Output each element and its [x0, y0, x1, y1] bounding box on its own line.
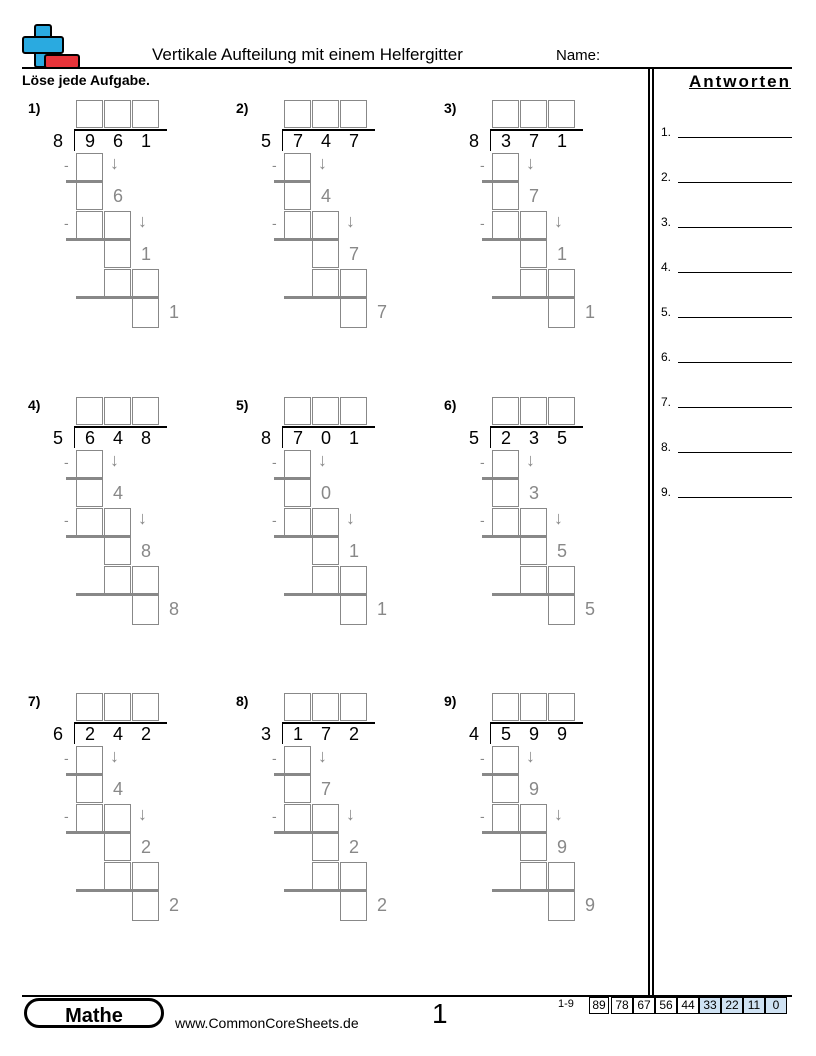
arrow-down-icon: ↓	[110, 450, 119, 470]
work-box[interactable]	[104, 508, 131, 536]
dividend-digit: 5	[500, 724, 511, 744]
problem	[236, 693, 436, 953]
work-box[interactable]	[548, 269, 575, 297]
work-box[interactable]	[132, 595, 159, 625]
work-box[interactable]	[76, 182, 103, 210]
work-box[interactable]	[284, 211, 311, 239]
instructions: Löse jede Aufgabe.	[22, 72, 150, 88]
arrow-down-icon: ↓	[318, 746, 327, 766]
work-box[interactable]	[132, 862, 159, 890]
work-box[interactable]	[520, 804, 547, 832]
page-number: 1	[432, 998, 448, 1029]
problem	[236, 397, 436, 657]
work-box[interactable]	[284, 153, 311, 181]
work-box[interactable]	[340, 891, 367, 921]
subject-badge: Mathe	[24, 998, 164, 1028]
quotient-box[interactable]	[340, 100, 367, 128]
problem-number: 7)	[28, 693, 41, 709]
quotient-box[interactable]	[520, 100, 547, 128]
score-cell: 44	[677, 997, 699, 1014]
dividend-digit: 1	[348, 428, 359, 448]
work-box[interactable]	[520, 269, 547, 297]
work-box[interactable]	[104, 833, 131, 861]
work-box[interactable]	[284, 508, 311, 536]
work-box[interactable]	[104, 240, 131, 268]
remainder-digit: 5	[584, 599, 595, 619]
minus-sign: -	[272, 157, 277, 173]
work-box[interactable]	[284, 804, 311, 832]
work-box[interactable]	[284, 775, 311, 803]
work-box[interactable]	[104, 537, 131, 565]
answer-number: 4.	[661, 260, 672, 274]
work-box[interactable]	[284, 182, 311, 210]
score-cell: 89	[589, 997, 609, 1014]
work-box[interactable]	[312, 566, 339, 594]
minus-sign: -	[64, 512, 69, 528]
minus-sign: -	[272, 808, 277, 824]
dividend-digit: 2	[348, 724, 359, 744]
score-cell: 22	[721, 997, 743, 1014]
arrow-down-icon: ↓	[138, 804, 147, 824]
work-box[interactable]	[76, 508, 103, 536]
score-cell: 56	[655, 997, 677, 1014]
remainder-digit: 1	[584, 302, 595, 322]
bring-down-digit: 3	[528, 483, 539, 503]
remainder-digit: 7	[376, 302, 387, 322]
work-box[interactable]	[548, 891, 575, 921]
dividend-digit: 7	[320, 724, 331, 744]
minus-sign: -	[480, 215, 485, 231]
score-cell: 0	[765, 997, 787, 1014]
work-box[interactable]	[104, 804, 131, 832]
divisor: 5	[261, 131, 272, 151]
minus-sign: -	[272, 215, 277, 231]
work-box[interactable]	[520, 508, 547, 536]
work-box[interactable]	[76, 804, 103, 832]
work-box[interactable]	[492, 479, 519, 507]
dividend-digit: 9	[556, 724, 567, 744]
score-cell: 33	[699, 997, 721, 1014]
minus-sign: -	[480, 750, 485, 766]
minus-sign: -	[480, 454, 485, 470]
work-box[interactable]	[340, 269, 367, 297]
work-box[interactable]	[520, 240, 547, 268]
problem-number: 2)	[236, 100, 249, 116]
minus-sign: -	[480, 157, 485, 173]
answer-line[interactable]	[678, 317, 792, 318]
work-box[interactable]	[520, 566, 547, 594]
work-box[interactable]	[340, 862, 367, 890]
work-box[interactable]	[312, 804, 339, 832]
quotient-box[interactable]	[340, 693, 367, 721]
quotient-box[interactable]	[104, 397, 131, 425]
work-box[interactable]	[492, 775, 519, 803]
work-box[interactable]	[76, 479, 103, 507]
work-box[interactable]	[548, 566, 575, 594]
dividend-digit: 0	[320, 428, 331, 448]
bring-down-digit: 1	[556, 244, 567, 264]
work-box[interactable]	[132, 269, 159, 297]
quotient-box[interactable]	[284, 693, 311, 721]
problem	[28, 100, 228, 360]
score-cell: 67	[633, 997, 655, 1014]
dividend-digit: 7	[292, 131, 303, 151]
dividend-digit: 9	[528, 724, 539, 744]
answer-number: 8.	[661, 440, 672, 454]
work-box[interactable]	[76, 211, 103, 239]
work-box[interactable]	[492, 746, 519, 774]
quotient-box[interactable]	[492, 397, 519, 425]
work-box[interactable]	[312, 211, 339, 239]
answer-line[interactable]	[678, 407, 792, 408]
answer-number: 9.	[661, 485, 672, 499]
minus-sign: -	[64, 454, 69, 470]
answer-line[interactable]	[678, 227, 792, 228]
work-box[interactable]	[548, 298, 575, 328]
arrow-down-icon: ↓	[110, 746, 119, 766]
bring-down-digit: 1	[348, 541, 359, 561]
answer-number: 5.	[661, 305, 672, 319]
problem	[444, 100, 644, 360]
dividend-digit: 5	[556, 428, 567, 448]
dividend-digit: 7	[528, 131, 539, 151]
problem	[236, 100, 436, 360]
work-box[interactable]	[284, 479, 311, 507]
division-bracket	[74, 722, 75, 744]
work-box[interactable]	[520, 537, 547, 565]
quotient-box[interactable]	[284, 100, 311, 128]
work-box[interactable]	[312, 862, 339, 890]
arrow-down-icon: ↓	[554, 211, 563, 231]
quotient-box[interactable]	[104, 100, 131, 128]
answer-line[interactable]	[678, 497, 792, 498]
arrow-down-icon: ↓	[346, 804, 355, 824]
work-box[interactable]	[520, 833, 547, 861]
divisor: 5	[469, 428, 480, 448]
arrow-down-icon: ↓	[526, 746, 535, 766]
work-box[interactable]	[312, 240, 339, 268]
dividend-digit: 2	[84, 724, 95, 744]
minus-sign: -	[64, 808, 69, 824]
dividend-digit: 8	[140, 428, 151, 448]
quotient-box[interactable]	[548, 693, 575, 721]
dividend-digit: 1	[556, 131, 567, 151]
bring-down-digit: 9	[556, 837, 567, 857]
work-box[interactable]	[492, 182, 519, 210]
dividend-digit: 2	[140, 724, 151, 744]
work-box[interactable]	[340, 566, 367, 594]
bring-down-digit: 1	[140, 244, 151, 264]
problem-number: 9)	[444, 693, 457, 709]
remainder-digit: 2	[168, 895, 179, 915]
quotient-box[interactable]	[104, 693, 131, 721]
work-box[interactable]	[312, 269, 339, 297]
quotient-box[interactable]	[132, 100, 159, 128]
answer-number: 3.	[661, 215, 672, 229]
problem	[28, 397, 228, 657]
work-box[interactable]	[340, 298, 367, 328]
dividend-digit: 3	[528, 428, 539, 448]
minus-sign: -	[480, 512, 485, 528]
work-box[interactable]	[76, 775, 103, 803]
remainder-digit: 1	[168, 302, 179, 322]
quotient-box[interactable]	[548, 397, 575, 425]
work-box[interactable]	[104, 862, 131, 890]
quotient-box[interactable]	[132, 397, 159, 425]
answer-number: 6.	[661, 350, 672, 364]
answer-line[interactable]	[678, 452, 792, 453]
score-range: 1-9	[558, 998, 574, 1010]
division-bracket	[490, 426, 491, 448]
problem-number: 4)	[28, 397, 41, 413]
quotient-box[interactable]	[76, 100, 103, 128]
dividend-digit: 2	[500, 428, 511, 448]
bring-down-digit: 7	[348, 244, 359, 264]
problem-number: 6)	[444, 397, 457, 413]
division-bracket	[282, 129, 283, 151]
answer-number: 7.	[661, 395, 672, 409]
arrow-down-icon: ↓	[526, 450, 535, 470]
minus-sign: -	[272, 750, 277, 766]
dividend-digit: 4	[112, 428, 123, 448]
problem-number: 5)	[236, 397, 249, 413]
quotient-box[interactable]	[312, 100, 339, 128]
quotient-box[interactable]	[520, 397, 547, 425]
work-box[interactable]	[492, 450, 519, 478]
bring-down-digit: 9	[528, 779, 539, 799]
work-box[interactable]	[104, 566, 131, 594]
bring-down-digit: 2	[140, 837, 151, 857]
work-box[interactable]	[76, 450, 103, 478]
quotient-box[interactable]	[284, 397, 311, 425]
remainder-digit: 8	[168, 599, 179, 619]
work-box[interactable]	[132, 566, 159, 594]
minus-sign: -	[64, 750, 69, 766]
divisor: 8	[469, 131, 480, 151]
arrow-down-icon: ↓	[318, 450, 327, 470]
arrow-down-icon: ↓	[346, 211, 355, 231]
answer-line[interactable]	[678, 272, 792, 273]
minus-sign: -	[64, 215, 69, 231]
dividend-digit: 9	[84, 131, 95, 151]
arrow-down-icon: ↓	[346, 508, 355, 528]
work-box[interactable]	[340, 595, 367, 625]
logo-plus-icon	[22, 36, 64, 54]
website-link[interactable]: www.CommonCoreSheets.de	[175, 1015, 359, 1031]
division-bracket	[74, 426, 75, 448]
quotient-box[interactable]	[492, 100, 519, 128]
remainder-digit: 1	[376, 599, 387, 619]
problem-number: 3)	[444, 100, 457, 116]
work-box[interactable]	[492, 211, 519, 239]
arrow-down-icon: ↓	[526, 153, 535, 173]
work-box[interactable]	[284, 746, 311, 774]
bring-down-digit: 2	[348, 837, 359, 857]
arrow-down-icon: ↓	[138, 508, 147, 528]
header-divider	[22, 67, 792, 69]
work-box[interactable]	[520, 862, 547, 890]
work-box[interactable]	[312, 537, 339, 565]
problem	[444, 693, 644, 953]
quotient-box[interactable]	[132, 693, 159, 721]
work-box[interactable]	[132, 298, 159, 328]
problem	[444, 397, 644, 657]
minus-sign: -	[64, 157, 69, 173]
answer-line[interactable]	[678, 137, 792, 138]
answer-number: 2.	[661, 170, 672, 184]
score-cell: 11	[743, 997, 765, 1014]
answer-number: 1.	[661, 125, 672, 139]
dividend-digit: 6	[112, 131, 123, 151]
bring-down-digit: 4	[320, 186, 331, 206]
divisor: 6	[53, 724, 64, 744]
work-box[interactable]	[132, 891, 159, 921]
problem	[28, 693, 228, 953]
quotient-box[interactable]	[520, 693, 547, 721]
problem-number: 8)	[236, 693, 249, 709]
division-bracket	[282, 426, 283, 448]
quotient-box[interactable]	[76, 397, 103, 425]
worksheet-title: Vertikale Aufteilung mit einem Helfergitter	[152, 45, 463, 64]
work-box[interactable]	[312, 508, 339, 536]
bring-down-digit: 4	[112, 483, 123, 503]
division-bracket	[74, 129, 75, 151]
quotient-box[interactable]	[312, 693, 339, 721]
work-box[interactable]	[492, 804, 519, 832]
problem-number: 1)	[28, 100, 41, 116]
work-box[interactable]	[76, 153, 103, 181]
dividend-digit: 7	[348, 131, 359, 151]
answer-column-divider-2	[652, 67, 654, 997]
bring-down-digit: 7	[528, 186, 539, 206]
bring-down-digit: 5	[556, 541, 567, 561]
dividend-digit: 7	[292, 428, 303, 448]
remainder-digit: 9	[584, 895, 595, 915]
arrow-down-icon: ↓	[554, 804, 563, 824]
division-bracket	[282, 722, 283, 744]
work-box[interactable]	[104, 211, 131, 239]
bring-down-digit: 7	[320, 779, 331, 799]
dividend-digit: 3	[500, 131, 511, 151]
bring-down-digit: 4	[112, 779, 123, 799]
remainder-digit: 2	[376, 895, 387, 915]
work-box[interactable]	[104, 269, 131, 297]
divisor: 5	[53, 428, 64, 448]
bring-down-digit: 8	[140, 541, 151, 561]
quotient-box[interactable]	[548, 100, 575, 128]
division-bracket	[490, 129, 491, 151]
work-box[interactable]	[520, 211, 547, 239]
arrow-down-icon: ↓	[110, 153, 119, 173]
answer-line[interactable]	[678, 362, 792, 363]
work-box[interactable]	[548, 595, 575, 625]
quotient-box[interactable]	[492, 693, 519, 721]
minus-sign: -	[480, 808, 485, 824]
quotient-box[interactable]	[76, 693, 103, 721]
minus-sign: -	[272, 454, 277, 470]
work-box[interactable]	[284, 450, 311, 478]
work-box[interactable]	[76, 746, 103, 774]
dividend-digit: 4	[320, 131, 331, 151]
minus-sign: -	[272, 512, 277, 528]
work-box[interactable]	[492, 508, 519, 536]
dividend-digit: 1	[140, 131, 151, 151]
divisor: 4	[469, 724, 480, 744]
quotient-box[interactable]	[312, 397, 339, 425]
divisor: 8	[53, 131, 64, 151]
arrow-down-icon: ↓	[318, 153, 327, 173]
score-cell: 78	[611, 997, 633, 1014]
work-box[interactable]	[548, 862, 575, 890]
answer-column-divider	[648, 67, 650, 997]
bring-down-digit: 6	[112, 186, 123, 206]
divisor: 3	[261, 724, 272, 744]
dividend-digit: 1	[292, 724, 303, 744]
answers-title: Antworten	[688, 72, 791, 91]
division-bracket	[490, 722, 491, 744]
work-box[interactable]	[312, 833, 339, 861]
divisor: 8	[261, 428, 272, 448]
arrow-down-icon: ↓	[554, 508, 563, 528]
arrow-down-icon: ↓	[138, 211, 147, 231]
dividend-digit: 6	[84, 428, 95, 448]
bring-down-digit: 0	[320, 483, 331, 503]
dividend-digit: 4	[112, 724, 123, 744]
quotient-box[interactable]	[340, 397, 367, 425]
answer-line[interactable]	[678, 182, 792, 183]
name-label: Name:	[556, 47, 601, 64]
work-box[interactable]	[492, 153, 519, 181]
